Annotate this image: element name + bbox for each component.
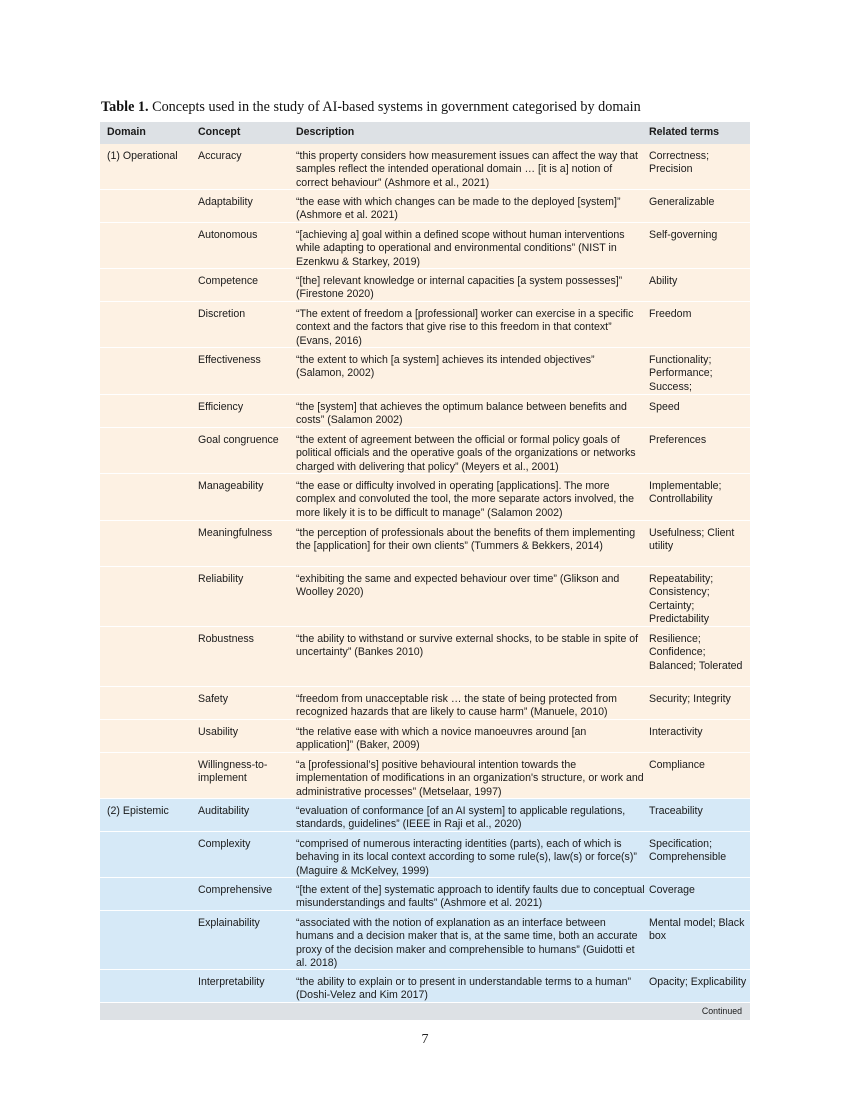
concept-cell: Complexity — [198, 838, 251, 850]
description-cell: “[achieving a] goal within a defined scope without human interventions while adapting to operational and environmental conditions” (NIST in Ezenkwu & Starkey, 2019) — [296, 229, 625, 268]
domain-cell — [100, 269, 198, 301]
concept-cell: Accuracy — [198, 150, 242, 162]
concept-cell: Auditability — [198, 805, 250, 817]
domain-cell — [100, 911, 198, 969]
table-row — [100, 911, 750, 970]
description-cell: “the ability to explain or to present in understandable terms to a human” (Doshi-Velez and Kim 2017) — [296, 976, 632, 1002]
description-cell: “[the extent of the] systematic approach to identify faults due to conceptual misunderstandings and faults” (Ashmore et al. 2021) — [296, 884, 645, 910]
concept-cell: Interpretability — [198, 976, 265, 988]
description-cell: “freedom from unacceptable risk … the state of being protected from recognized hazards that are likely to cause harm” (Manuele, 2010) — [296, 693, 617, 719]
table-row — [100, 799, 750, 832]
domain-cell — [100, 753, 198, 798]
domain-cell — [100, 627, 198, 686]
table-row — [100, 567, 750, 627]
concept-cell: Autonomous — [198, 229, 258, 241]
header-related-terms: Related terms — [649, 126, 720, 139]
concept-cell: Safety — [198, 693, 229, 705]
table-row — [100, 627, 750, 687]
concept-cell: Competence — [198, 275, 259, 287]
related-terms-cell: Security; Integrity — [649, 693, 731, 705]
table-row — [100, 144, 750, 190]
table-row — [100, 190, 750, 223]
description-cell: “associated with the notion of explanation as an interface between humans and a decision maker that is, at the same time, both an accurate proxy of the decision maker and comprehensible to humans” (Guidotti et al. 2018) — [296, 917, 638, 969]
table-caption-label: Table 1. — [101, 99, 149, 115]
domain-cell — [100, 521, 198, 566]
domain-cell — [100, 567, 198, 626]
page-number: 7 — [421, 1032, 429, 1047]
concept-cell: Meaningfulness — [198, 527, 273, 539]
table-row — [100, 970, 750, 1003]
domain-cell — [100, 687, 198, 719]
related-terms-cell: Opacity; Explicability — [649, 976, 747, 988]
table-row — [100, 521, 750, 567]
related-terms-cell: Preferences — [649, 434, 707, 446]
description-cell: “The extent of freedom a [professional] worker can exercise in a specific context and the factors that give rise to this freedom in that context” (Evans, 2016) — [296, 308, 634, 347]
table-row — [100, 720, 750, 753]
concept-cell: Explainability — [198, 917, 260, 929]
domain-cell: (1) Operational — [107, 150, 178, 162]
table-header-row — [100, 122, 750, 144]
table-row — [100, 269, 750, 302]
related-terms-cell: Generalizable — [649, 196, 715, 208]
concept-cell: Willingness-to-implement — [198, 759, 268, 785]
related-terms-cell: Functionality; Performance; Success; — [649, 354, 713, 393]
description-cell: “a [professional’s] positive behavioural intention towards the implementation of modifications in an organization's structure, or work and administrative processes” (Metselaar, 1997) — [296, 759, 644, 798]
domain-cell: (2) Epistemic — [107, 805, 169, 817]
related-terms-cell: Interactivity — [649, 726, 703, 738]
concept-cell: Manageability — [198, 480, 264, 492]
description-cell: “evaluation of conformance [of an AI system] to applicable regulations, standards, guidelines” (IEEE in Raji et al., 2020) — [296, 805, 626, 831]
description-cell: “the extent to which [a system] achieves its intended objectives” (Salamon, 2002) — [296, 354, 595, 380]
related-terms-cell: Usefulness; Client utility — [649, 527, 735, 553]
domain-cell — [100, 302, 198, 347]
domain-cell — [100, 428, 198, 473]
domain-cell — [100, 474, 198, 520]
concept-cell: Usability — [198, 726, 239, 738]
description-cell: “this property considers how measurement issues can affect the way that samples reflect the intended operational domain … [it is a] notion of correct behaviour” (Ashmore et al., 2021) — [296, 150, 638, 189]
related-terms-cell: Specification; Comprehensible — [649, 838, 727, 864]
related-terms-cell: Compliance — [649, 759, 705, 771]
description-cell: “the relative ease with which a novice manoeuvres around [an application]” (Baker, 2009) — [296, 726, 587, 752]
related-terms-cell: Correctness; Precision — [649, 150, 710, 176]
table-caption-text: Concepts used in the study of AI-based systems in government categorised by domain — [152, 99, 641, 115]
domain-cell — [100, 832, 198, 877]
related-terms-cell: Traceability — [649, 805, 703, 817]
concept-cell: Effectiveness — [198, 354, 261, 366]
table-caption — [101, 99, 761, 116]
related-terms-cell: Coverage — [649, 884, 695, 896]
related-terms-cell: Implementable; Controllability — [649, 480, 722, 506]
table-body — [100, 144, 750, 1003]
related-terms-cell: Resilience; Confidence; Balanced; Tolerated — [649, 633, 743, 672]
table-row — [100, 878, 750, 911]
table-row — [100, 753, 750, 799]
description-cell: “the extent of agreement between the official or formal policy goals of political officials and the operative goals of the organizations or networks charged with delivering that policy” (Meyers et al., 2001) — [296, 434, 636, 473]
description-cell: “exhibiting the same and expected behaviour over time” (Glikson and Woolley 2020) — [296, 573, 620, 599]
concept-cell: Discretion — [198, 308, 246, 320]
header-description: Description — [296, 126, 355, 139]
table-row — [100, 223, 750, 269]
domain-cell — [100, 395, 198, 427]
domain-cell — [100, 348, 198, 394]
concept-cell: Comprehensive — [198, 884, 273, 896]
domain-cell — [100, 970, 198, 1002]
concept-cell: Adaptability — [198, 196, 253, 208]
header-domain: Domain — [107, 126, 146, 139]
table-row — [100, 395, 750, 428]
description-cell: “the ease or difficulty involved in operating [applications]. The more complex and convoluted the tool, the more separate actors involved, the more likely it is to be difficult to manage” (Salamon 2002) — [296, 480, 635, 519]
continued-note: Continued — [100, 1003, 750, 1020]
header-concept: Concept — [198, 126, 241, 139]
table-row — [100, 474, 750, 521]
table-row — [100, 302, 750, 348]
domain-cell — [100, 223, 198, 268]
description-cell: “the perception of professionals about the benefits of them implementing the [application] for their own clients” (Tummers & Bekkers, 2014) — [296, 527, 636, 553]
description-cell: “the [system] that achieves the optimum balance between benefits and costs” (Salamon 2002) — [296, 401, 627, 427]
related-terms-cell: Repeatability; Consistency; Certainty; Predictability — [649, 573, 714, 625]
related-terms-cell: Ability — [649, 275, 678, 287]
description-cell: “comprised of numerous interacting identities (parts), each of which is behaving in its local context according to some rule(s), law(s) or force(s)” (Maguire & McKelvey, 1999) — [296, 838, 637, 877]
concept-cell: Efficiency — [198, 401, 244, 413]
concepts-table — [100, 122, 750, 1020]
concept-cell: Reliability — [198, 573, 244, 585]
table-row — [100, 348, 750, 395]
related-terms-cell: Self-governing — [649, 229, 718, 241]
concept-cell: Goal congruence — [198, 434, 279, 446]
domain-cell — [100, 190, 198, 222]
description-cell: “the ease with which changes can be made to the deployed [system]” (Ashmore et al. 2021) — [296, 196, 621, 222]
domain-cell — [100, 878, 198, 910]
concept-cell: Robustness — [198, 633, 254, 645]
table-row — [100, 428, 750, 474]
related-terms-cell: Mental model; Black box — [649, 917, 745, 943]
description-cell: “[the] relevant knowledge or internal capacities [a system possesses]” (Firestone 2020) — [296, 275, 623, 301]
domain-cell — [100, 720, 198, 752]
related-terms-cell: Freedom — [649, 308, 692, 320]
table-row — [100, 687, 750, 720]
related-terms-cell: Speed — [649, 401, 680, 413]
table-row — [100, 832, 750, 878]
description-cell: “the ability to withstand or survive external shocks, to be stable in spite of uncertainty” (Bankes 2010) — [296, 633, 639, 659]
